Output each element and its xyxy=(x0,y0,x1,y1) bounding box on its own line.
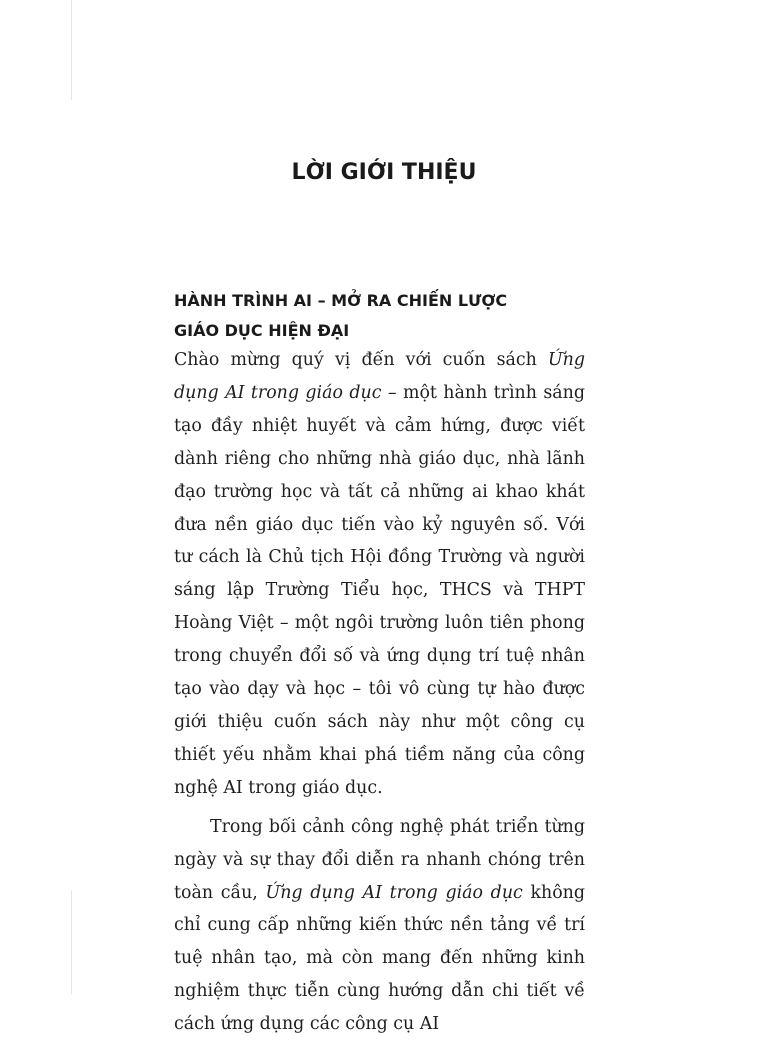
section-heading-line-1: HÀNH TRÌNH AI – MỞ RA CHIẾN LƯỢC xyxy=(174,291,508,310)
page-edge-line-bottom xyxy=(71,890,72,994)
section-heading xyxy=(174,286,594,346)
paragraph-1 xyxy=(174,344,585,805)
paragraph-1-text-before: Chào mừng quý vị đến với cuốn sách xyxy=(174,350,548,370)
page-edge-line-top xyxy=(71,0,72,100)
paragraph-2-book-title: Ứng dụng AI trong giáo dục xyxy=(265,882,523,903)
chapter-title: LỜI GIỚI THIỆU xyxy=(291,160,477,185)
paragraph-1-book-title: Ứng dụng AI trong giáo dục xyxy=(174,350,585,403)
section-heading-line-2: GIÁO DỤC HIỆN ĐẠI xyxy=(174,321,350,340)
body-text xyxy=(174,344,585,1041)
paragraph-2-text-after: không chỉ cung cấp những kiến thức nền tảng về trí tuệ nhân tạo, mà còn mang đến những kinh nghiệm thực tiễn cùng hướng dẫn chi tiết về cách ứng dụng các công cụ AI xyxy=(174,882,585,1035)
paragraph-2 xyxy=(174,811,585,1041)
paragraph-1-text-after: – một hành trình sáng tạo đầy nhiệt huyết và cảm hứng, được viết dành riêng cho những nhà giáo dục, nhà lãnh đạo trường học và tất cả những ai khao khát đưa nền giáo dục tiến vào kỷ nguyên số. Với tư cách là Chủ tịch Hội đồng Trường và người sáng lập Trường Tiểu học, THCS và THPT Hoàng Việt – một ngôi trường luôn tiên phong trong chuyển đổi số và ứng dụng trí tuệ nhân tạo vào dạy và học – tôi vô cùng tự hào được giới thiệu cuốn sách này như một công cụ thiết yếu nhằm khai phá tiềm năng của công nghệ AI trong giáo dục. xyxy=(174,382,585,798)
paragraph-2-text-before: Trong bối cảnh công nghệ phát triển từng ngày và sự thay đổi diễn ra nhanh chóng trên toàn cầu, xyxy=(174,816,585,903)
